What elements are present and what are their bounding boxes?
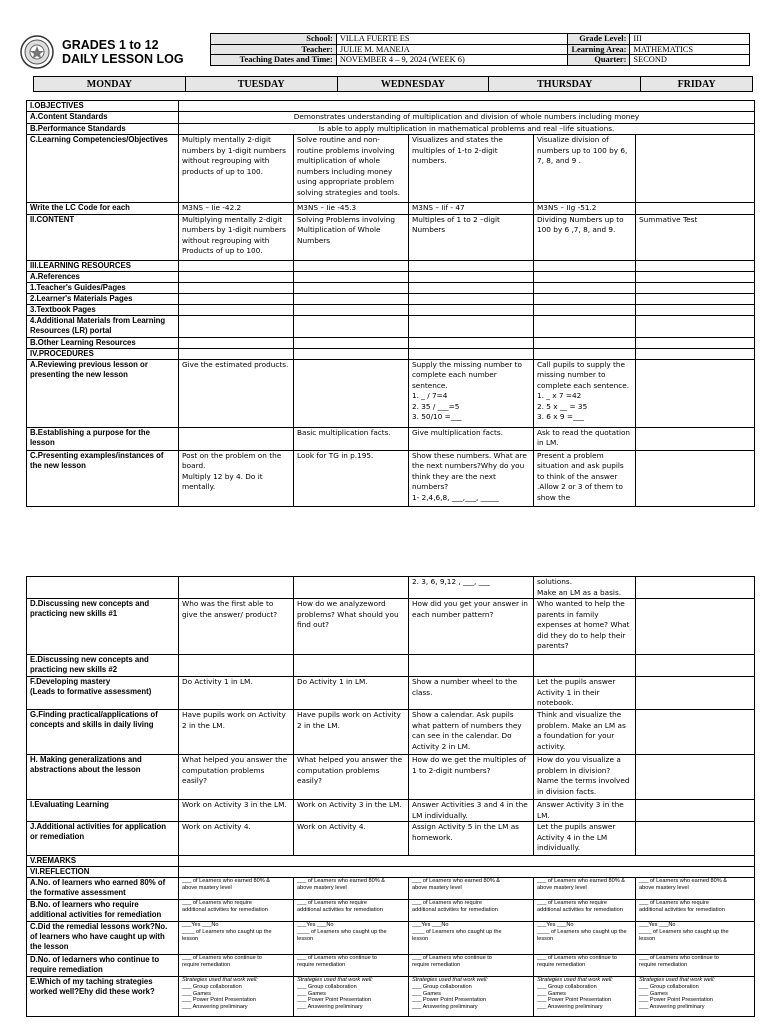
competency-thursday: Visualize division of numbers up to 100 by 6, 7, 8, and 9 . [534, 135, 636, 203]
procedure-j-tuesday: Work on Activity 4. [294, 822, 409, 856]
procedure-i-thursday: Answer Activity 3 in the LM. [534, 800, 636, 822]
procedure-b-thursday: Ask to read the quotation in LM. [534, 427, 636, 450]
reflection-a-tuesday: ___ of Learners who earned 80% & above mastery level [294, 878, 409, 900]
form-title-line1: GRADES 1 to 12 [62, 38, 159, 52]
lc-code-wednesday: M3NS – Iif - 47 [409, 203, 534, 215]
procedure-c-thursday: Present a problem situation and ask pupils to think of the answer .Allow 2 or 3 of them to show the [534, 450, 636, 506]
procedure-a-friday [636, 359, 755, 427]
procedure-i-friday [636, 800, 755, 822]
procedure-f-wednesday: Show a number wheel to the class. [409, 677, 534, 710]
procedure-i-monday: Work on Activity 3 in the LM. [179, 800, 294, 822]
content-heading: II.CONTENT [27, 214, 179, 260]
reflection-c-thursday: ___Yes ___No ____ of Learners who caught up the lesson [534, 922, 636, 955]
procedure-g-label: G.Finding practical/applications of concepts and skills in daily living [27, 710, 179, 755]
info-table [210, 33, 750, 66]
procedure-d-thursday: Who wanted to help the parents in family expenses at home? What did they do to help their parents? [534, 599, 636, 655]
area-label: Learning Area: [568, 44, 630, 55]
reflection-e-label: E.Which of my taching strategies worked well?Ehy did these work? [27, 977, 179, 1017]
procedure-c-cont-friday [636, 577, 755, 599]
procedure-d-label: D.Discussing new concepts and practicing new skills #1 [27, 599, 179, 655]
procedure-j-thursday: Let the pupils answer Activity 4 in the LM individually. [534, 822, 636, 856]
lesson-table-page2 [26, 576, 755, 1017]
content-tuesday: Solving Problems involving Multiplication of Whole Numbers [294, 214, 409, 260]
day-wednesday: WEDNESDAY [337, 77, 489, 92]
procedure-a-wednesday: Supply the missing number to complete each number sentence. 1. _ / 7=4 2. 35 / ___=5 3. 50/10 =___ [409, 359, 534, 427]
lesson-table-page1 [26, 100, 755, 507]
additional-materials-label: 4.Additional Materials from Learning Resources (LR) portal [27, 315, 179, 337]
dates-label: Teaching Dates and Time: [211, 55, 337, 66]
procedure-a-thursday: Call pupils to supply the missing number to complete each sentence. 1. _ x 7 =42 2. 5 x __ = 35 3. 6 x 9 =___ [534, 359, 636, 427]
procedure-f-thursday: Let the pupils answer Activity 1 in their notebook. [534, 677, 636, 710]
lc-code-friday [636, 203, 755, 215]
school-label: School: [211, 34, 337, 45]
procedure-h-friday [636, 755, 755, 800]
reflection-e-monday: Strategies used that work well: ___ Group collaboration ___ Games ___ Power Point Presentation ___ Answering preliminary [179, 977, 294, 1017]
reflection-d-monday: ___ of Learners who continue to require remediation [179, 955, 294, 977]
procedure-j-monday: Work on Activity 4. [179, 822, 294, 856]
procedure-c-cont-monday [179, 577, 294, 599]
reflection-b-wednesday: ___ of Learners who require additional activities for remediation [409, 900, 534, 922]
procedure-c-friday [636, 450, 755, 506]
reflection-a-friday: ___ of Learners who earned 80% & above mastery level [636, 878, 755, 900]
reflection-a-thursday: ___ of Learners who earned 80% & above mastery level [534, 878, 636, 900]
procedure-c-monday: Post on the problem on the board. Multiply 12 by 4. Do it mentally. [179, 450, 294, 506]
quarter-label: Quarter: [568, 55, 630, 66]
teacher-label: Teacher: [211, 44, 337, 55]
competency-wednesday: Visualizes and states the multiples of 1-to 2-digit numbers. [409, 135, 534, 203]
reflection-b-monday: ___ of Learners who require additional activities for remediation [179, 900, 294, 922]
deped-seal-icon [20, 35, 54, 69]
procedure-d-monday: Who was the first able to give the answer/ product? [179, 599, 294, 655]
reflection-e-thursday: Strategies used that work well: ___ Group collaboration ___ Games ___ Power Point Presentation ___ Answering preliminary [534, 977, 636, 1017]
performance-standards-value: Is able to apply multiplication in mathematical problems and real –life situations. [179, 123, 755, 135]
procedure-a-label: A.Reviewing previous lesson or presenting the new lesson [27, 359, 179, 427]
content-friday: Summative Test [636, 214, 755, 260]
quarter-value: SECOND [630, 55, 750, 66]
competency-friday [636, 135, 755, 203]
procedure-a-tuesday [294, 359, 409, 427]
procedure-b-friday [636, 427, 755, 450]
day-friday: FRIDAY [641, 77, 753, 92]
reflection-c-wednesday: ___Yes ___No ____ of Learners who caught up the lesson [409, 922, 534, 955]
procedure-f-monday: Do Activity 1 in LM. [179, 677, 294, 710]
reflection-e-tuesday: Strategies used that work well: ___ Group collaboration ___ Games ___ Power Point Presentation ___ Answering preliminary [294, 977, 409, 1017]
procedure-j-wednesday: Assign Activity 5 in the LM as homework. [409, 822, 534, 856]
grade-label: Grade Level: [568, 34, 630, 45]
procedure-i-wednesday: Answer Activities 3 and 4 in the LM individually. [409, 800, 534, 822]
teacher-guide-label: 1.Teacher's Guides/Pages [27, 282, 179, 293]
competency-tuesday: Solve routine and non-routine problems involving multiplication of whole numbers including money using appropriate problem solving strategies and tools. [294, 135, 409, 203]
procedure-g-friday [636, 710, 755, 755]
reflection-d-tuesday: ___ of Learners who continue to require remediation [294, 955, 409, 977]
reflection-e-wednesday: Strategies used that work well: ___ Group collaboration ___ Games ___ Power Point Presentation ___ Answering preliminary [409, 977, 534, 1017]
form-title [62, 38, 184, 66]
procedure-i-label: I.Evaluating Learning [27, 800, 179, 822]
reflection-d-wednesday: ___ of Learners who continue to require remediation [409, 955, 534, 977]
reflection-a-wednesday: ___ of Learners who earned 80% & above mastery level [409, 878, 534, 900]
reflection-d-friday: ___ of Learners who continue to require remediation [636, 955, 755, 977]
dates-value: NOVEMBER 4 – 9, 2024 (WEEK 6) [336, 55, 568, 66]
procedure-c-cont-tuesday [294, 577, 409, 599]
reflection-heading: VI.REFLECTION [27, 867, 179, 878]
competency-monday: Multiply mentally 2-digit numbers by 1-digit numbers without regrouping with products of up to 100. [179, 135, 294, 203]
reflection-b-friday: ___ of Learners who require additional activities for remediation [636, 900, 755, 922]
day-monday: MONDAY [34, 77, 186, 92]
reflection-a-label: A.No. of learners who earned 80% of the formative assessment [27, 878, 179, 900]
day-thursday: THURSDAY [489, 77, 641, 92]
procedure-f-label: F.Developing mastery (Leads to formative assessment) [27, 677, 179, 710]
procedure-j-friday [636, 822, 755, 856]
procedure-d-wednesday: How did you get your answer in each number pattern? [409, 599, 534, 655]
procedure-c-wednesday: Show these numbers. What are the next numbers?Why do you think they are the next numbers? 1- 2,4,6,8, ___,___, _____ [409, 450, 534, 506]
procedure-g-thursday: Think and visualize the problem. Make an LM as a foundation for your activity. [534, 710, 636, 755]
procedure-j-label: J.Additional activities for application or remediation [27, 822, 179, 856]
procedure-f-friday [636, 677, 755, 710]
procedure-c-cont-thursday: solutions. Make an LM as a basis. [534, 577, 636, 599]
procedure-e-label: E.Discussing new concepts and practicing new skills #2 [27, 655, 179, 677]
procedure-d-friday [636, 599, 755, 655]
reflection-c-tuesday: ___Yes ___No ____ of Learners who caught up the lesson [294, 922, 409, 955]
competencies-label: C.Learning Competencies/Objectives [27, 135, 179, 203]
grade-value: III [630, 34, 750, 45]
procedure-b-monday [179, 427, 294, 450]
reflection-d-label: D.No. of ledarners who continue to require remediation [27, 955, 179, 977]
lc-code-label: Write the LC Code for each [27, 203, 179, 215]
content-standards-value: Demonstrates understanding of multiplication and division of whole numbers including money [179, 112, 755, 124]
resources-heading: III.LEARNING RESOURCES [27, 260, 179, 271]
procedure-h-tuesday: What helped you answer the computation problems easily? [294, 755, 409, 800]
form-title-line2: DAILY LESSON LOG [62, 52, 184, 66]
procedure-i-tuesday: Work on Activity 3 in the LM. [294, 800, 409, 822]
reflection-b-label: B.No. of learners who require additional activities for remediation [27, 900, 179, 922]
teacher-value: JULIE M. MANEJA [336, 44, 568, 55]
reflection-b-thursday: ___ of Learners who require additional activities for remediation [534, 900, 636, 922]
procedure-d-tuesday: How do we analyzeword problems? What should you find out? [294, 599, 409, 655]
reflection-e-friday: Strategies used that work well: ___ Group collaboration ___ Games ___ Power Point Presentation ___ Answering preliminary [636, 977, 755, 1017]
procedure-b-label: B.Establishing a purpose for the lesson [27, 427, 179, 450]
procedure-b-tuesday: Basic multiplication facts. [294, 427, 409, 450]
procedure-h-label: H. Making generalizations and abstractions about the lesson [27, 755, 179, 800]
procedure-c-cont-wednesday: 2. 3, 6, 9,12 , ___, ___ [409, 577, 534, 599]
textbook-label: 3.Textbook Pages [27, 304, 179, 315]
day-tuesday: TUESDAY [185, 77, 337, 92]
procedure-a-monday: Give the estimated products. [179, 359, 294, 427]
lc-code-tuesday: M3NS – Iie -45.3 [294, 203, 409, 215]
procedure-f-tuesday: Do Activity 1 in LM. [294, 677, 409, 710]
procedure-h-monday: What helped you answer the computation problems easily? [179, 755, 294, 800]
reflection-c-friday: ___Yes ___No ____ of Learners who caught up the lesson [636, 922, 755, 955]
procedure-h-thursday: How do you visualize a problem in division? Name the terms involved in division facts. [534, 755, 636, 800]
content-standards-label: A.Content Standards [27, 112, 179, 124]
procedures-heading: IV.PROCEDURES [27, 348, 179, 359]
procedure-c-tuesday: Look for TG in p.195. [294, 450, 409, 506]
reflection-d-thursday: ___ of Learners who continue to require remediation [534, 955, 636, 977]
lc-code-thursday: M3NS – IIg -51.2 [534, 203, 636, 215]
days-header [33, 76, 753, 92]
other-resources-label: B.Other Learning Resources [27, 337, 179, 348]
performance-standards-label: B.Performance Standards [27, 123, 179, 135]
school-value: VILLA FUERTE ES [336, 34, 568, 45]
procedure-c-label: C.Presenting examples/instances of the new lesson [27, 450, 179, 506]
lc-code-monday: M3NS – Iie -42.2 [179, 203, 294, 215]
content-wednesday: Multiples of 1 to 2 –digit Numbers [409, 214, 534, 260]
reflection-b-tuesday: ___ of Learners who require additional activities for remediation [294, 900, 409, 922]
procedure-b-wednesday: Give multiplication facts. [409, 427, 534, 450]
references-label: A.References [27, 271, 179, 282]
objectives-heading: I.OBJECTIVES [27, 101, 179, 112]
remarks-heading: V.REMARKS [27, 856, 179, 867]
reflection-c-monday: ___Yes ___No ____ of Learners who caught up the lesson [179, 922, 294, 955]
content-monday: Multiplying mentally 2-digit numbers by 1-digit numbers without regrouping with Products of up to 100. [179, 214, 294, 260]
learner-materials-label: 2.Learner's Materials Pages [27, 293, 179, 304]
procedure-g-monday: Have pupils work on Activity 2 in the LM. [179, 710, 294, 755]
procedure-g-tuesday: Have pupils work on Activity 2 in the LM. [294, 710, 409, 755]
procedure-h-wednesday: How do we get the multiples of 1 to 2-digit numbers? [409, 755, 534, 800]
content-thursday: Dividing Numbers up to 100 by 6 ,7, 8, and 9. [534, 214, 636, 260]
reflection-a-monday: ___ of Learners who earned 80% & above mastery level [179, 878, 294, 900]
reflection-c-label: C.Did the remedial lessons work?No. of learners who have caught up with the lesson [27, 922, 179, 955]
procedure-g-wednesday: Show a calendar. Ask pupils what pattern of numbers they can see in the calendar. Do Activity 2 in LM. [409, 710, 534, 755]
area-value: MATHEMATICS [630, 44, 750, 55]
